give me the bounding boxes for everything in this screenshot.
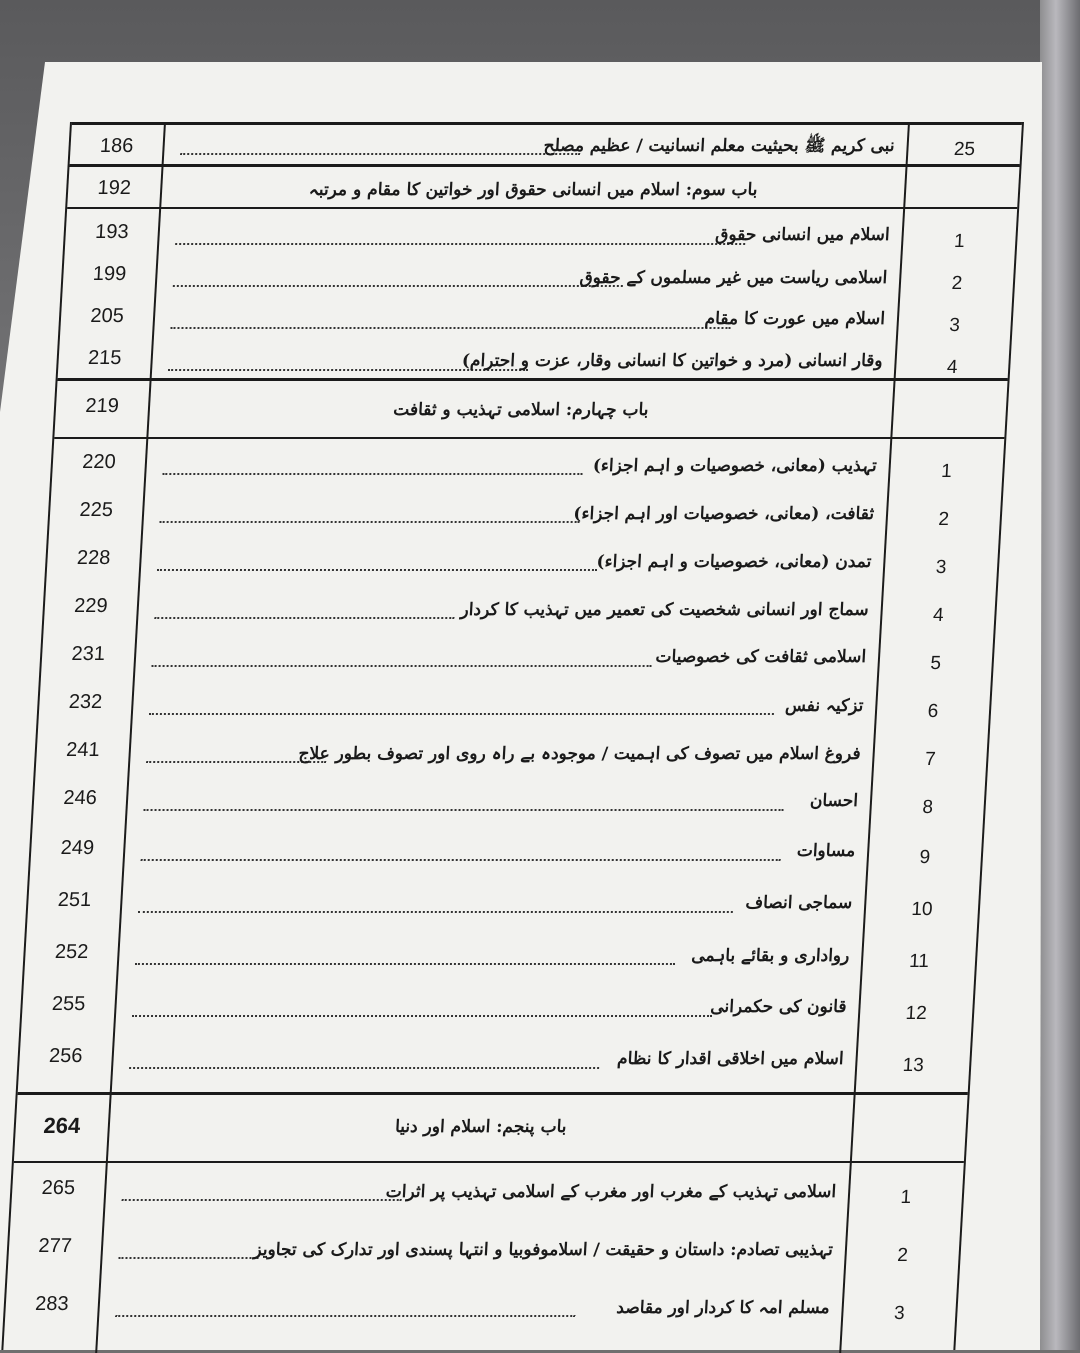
entry-number: 25 [953, 139, 976, 160]
entry-page: 199 [92, 263, 127, 285]
leader-dots [175, 243, 745, 245]
entry-number: 2 [937, 509, 950, 530]
entry-number: 3 [948, 315, 961, 336]
leader-dots [173, 285, 623, 287]
entry-title: ثقافت، (معانی، خصوصیات اور اہم اجزاء) [572, 504, 875, 524]
entry-page: 193 [94, 221, 130, 243]
entry-title: اسلامی ریاست میں غیر مسلموں کے حقوق [579, 268, 888, 288]
entry-page: 256 [48, 1045, 84, 1067]
entry-number: 4 [932, 605, 945, 626]
chapter-page: 219 [84, 395, 120, 417]
entry-page: 251 [57, 889, 92, 911]
chapter-page: 264 [42, 1113, 81, 1138]
leader-dots [180, 153, 580, 155]
chapter-title: باب سوم: اسلام میں انسانی حقوق اور خواتین کا مقام و مرتبہ [308, 180, 759, 200]
entry-title: اسلامی تہذیب کے مغرب اور مغرب کے اسلامی تہذیب پر اثرات [385, 1182, 837, 1202]
entry-number: 4 [946, 357, 959, 378]
entry-number: 6 [927, 701, 939, 722]
entry-title: احسان [809, 791, 859, 811]
entry-number: 3 [935, 557, 947, 578]
entry-page: 228 [76, 547, 111, 569]
entry-page: 283 [34, 1293, 70, 1315]
entry-page: 252 [54, 941, 89, 963]
chapter-page: 192 [97, 177, 132, 199]
entry-title: تہذیبی تصادم: داستان و حقیقت / اسلاموفوبیا و انتہا پسندی اور تدارک کی تجاویز [252, 1240, 834, 1260]
entry-page: 186 [99, 135, 134, 157]
entry-title: مسلم امہ کا کردار اور مقاصد [615, 1298, 831, 1318]
leader-dots [122, 1199, 402, 1201]
entry-page: 215 [87, 347, 123, 369]
entry-number: 13 [902, 1055, 925, 1076]
leader-dots [154, 617, 454, 619]
entry-page: 205 [89, 305, 125, 327]
entry-title: سماج اور انسانی شخصیت کی تعمیر میں تہذیب کا کردار [460, 600, 870, 620]
entry-title: فروغ اسلام میں تصوف کی اہمیت / موجودہ بے راہ روی اور تصوف بطور علاج [297, 744, 862, 764]
entry-number: 9 [918, 847, 931, 868]
leader-dots [162, 473, 582, 475]
entry-page: 246 [62, 787, 98, 809]
entry-title: رواداری و بقائے باہمی [690, 946, 850, 966]
entry-page: 241 [65, 739, 101, 761]
entry-page: 249 [60, 837, 95, 859]
entry-page: 255 [51, 993, 86, 1015]
entry-page: 220 [81, 451, 117, 473]
book-spine [1040, 0, 1080, 1350]
leader-dots [149, 713, 774, 715]
table-of-contents [1, 122, 1024, 1350]
entry-title: تہذیب (معانی، خصوصیات و اہم اجزاء) [592, 456, 878, 476]
toc-section-chapter-3 [58, 164, 1020, 381]
leader-dots [152, 665, 652, 667]
leader-dots [118, 1257, 258, 1259]
toc-section-continued [69, 122, 1022, 167]
entry-number: 5 [929, 653, 942, 674]
chapter-title: باب چہارم: اسلامی تہذیب و ثقافت [392, 400, 650, 420]
leader-dots [138, 911, 733, 913]
entry-title: وقار انسانی (مرد و خواتین کا انسانی وقار، عزت و احترام) [461, 351, 884, 371]
entry-number: 2 [951, 273, 963, 294]
chapter-title: باب پنجم: اسلام اور دنیا [394, 1117, 568, 1137]
entry-number: 1 [953, 231, 966, 252]
entry-page: 225 [79, 499, 114, 521]
entry-page: 265 [41, 1177, 76, 1199]
leader-dots [141, 859, 781, 861]
entry-page: 232 [68, 691, 103, 713]
entry-page: 277 [37, 1235, 73, 1257]
leader-dots [129, 1067, 599, 1069]
entry-number: 7 [924, 749, 937, 770]
entry-number: 3 [893, 1303, 906, 1324]
leader-dots [143, 809, 783, 811]
entry-number: 1 [940, 461, 953, 482]
leader-dots [160, 521, 580, 523]
leader-dots [135, 963, 675, 965]
entry-title: تمدن (معانی، خصوصیات و اہم اجزاء) [595, 552, 872, 572]
leader-dots [115, 1315, 575, 1317]
entry-title: اسلامی ثقافت کی خصوصیات [654, 647, 867, 667]
entry-title: نبی کریم ﷺ بحیثیت معلم انسانیت / عظیم مصلح [543, 136, 896, 156]
toc-section-chapter-4 [18, 378, 1008, 1095]
entry-number: 10 [910, 899, 934, 920]
entry-page: 231 [70, 643, 106, 665]
entry-title: سماجی انصاف [744, 893, 853, 913]
entry-title: مساوات [796, 841, 856, 861]
entry-number: 8 [921, 797, 934, 818]
entry-title: قانون کی حکمرانی [709, 997, 848, 1017]
entry-page: 229 [73, 595, 109, 617]
entry-title: اسلام میں انسانی حقوق [714, 225, 891, 245]
entry-number: 1 [899, 1187, 912, 1208]
entry-number: 11 [908, 951, 930, 972]
entry-title: اسلام میں اخلاقی اقدار کا نظام [616, 1049, 845, 1069]
entry-number: 12 [904, 1003, 928, 1024]
entry-number: 2 [896, 1245, 909, 1266]
entry-title: اسلام میں عورت کا مقام [704, 309, 886, 329]
toc-section-chapter-5 [3, 1092, 968, 1353]
leader-dots [170, 327, 730, 329]
leader-dots [157, 569, 597, 571]
entry-title: تزکیہ نفس [784, 696, 864, 716]
leader-dots [132, 1015, 712, 1017]
